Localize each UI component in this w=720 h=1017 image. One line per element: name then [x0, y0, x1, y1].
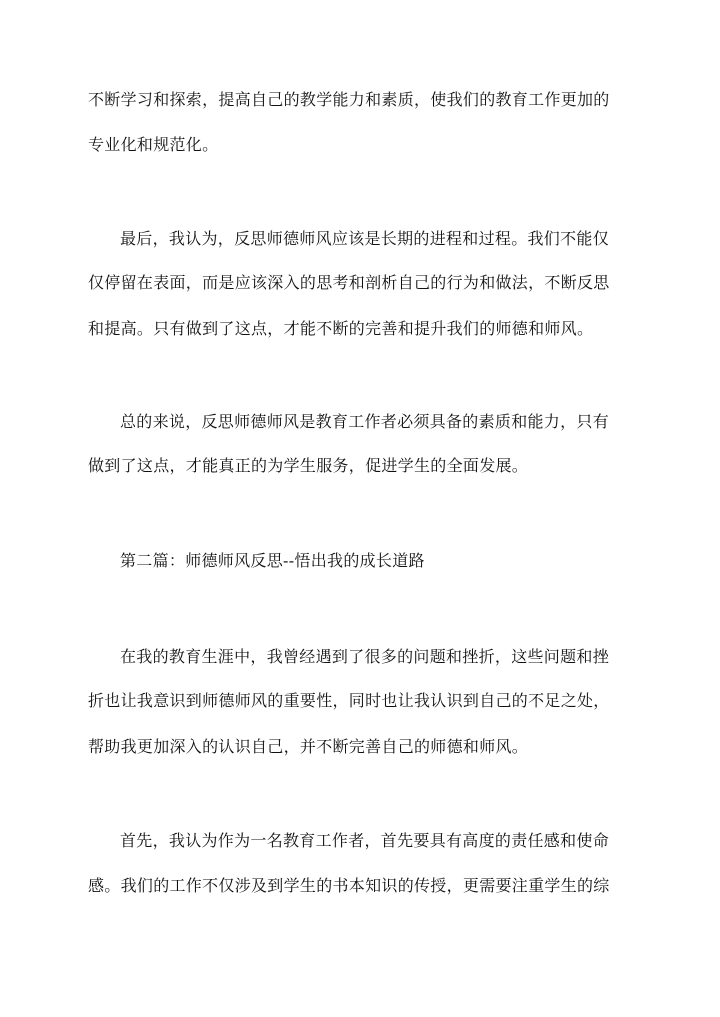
paragraph-line: 仅停留在表面，而是应该深入的思考和剖析自己的行为和做法，不断反思 — [88, 273, 610, 292]
paragraph-line: 在我的教育生涯中，我曾经遇到了很多的问题和挫折，这些问题和挫 — [120, 647, 610, 666]
paragraph-line: 和提高。只有做到了这点，才能不断的完善和提升我们的师德和师风。 — [88, 319, 594, 338]
paragraph-line: 专业化和规范化。 — [88, 135, 219, 154]
paragraph-line: 不断学习和探索，提高自己的教学能力和素质，使我们的教育工作更加的 — [88, 90, 610, 109]
paragraph-line: 做到了这点，才能真正的为学生服务，促进学生的全面发展。 — [88, 456, 529, 475]
paragraph-line: 首先，我认为作为一名教育工作者，首先要具有高度的责任感和使命 — [120, 831, 610, 850]
paragraph-line: 最后，我认为，反思师德师风应该是长期的进程和过程。我们不能仅 — [120, 229, 610, 248]
paragraph-line: 总的来说，反思师德师风是教育工作者必须具备的素质和能力，只有 — [120, 412, 610, 431]
paragraph-line: 帮助我更加深入的认识自己，并不断完善自己的师德和师风。 — [88, 737, 529, 756]
paragraph-line: 折也让我意识到师德师风的重要性，同时也让我认识到自己的不足之处， — [88, 691, 610, 710]
paragraph-line: 感。我们的工作不仅涉及到学生的书本知识的传授，更需要注重学生的综 — [88, 876, 610, 895]
section-heading: 第二篇：师德师风反思--悟出我的成长道路 — [120, 551, 425, 570]
